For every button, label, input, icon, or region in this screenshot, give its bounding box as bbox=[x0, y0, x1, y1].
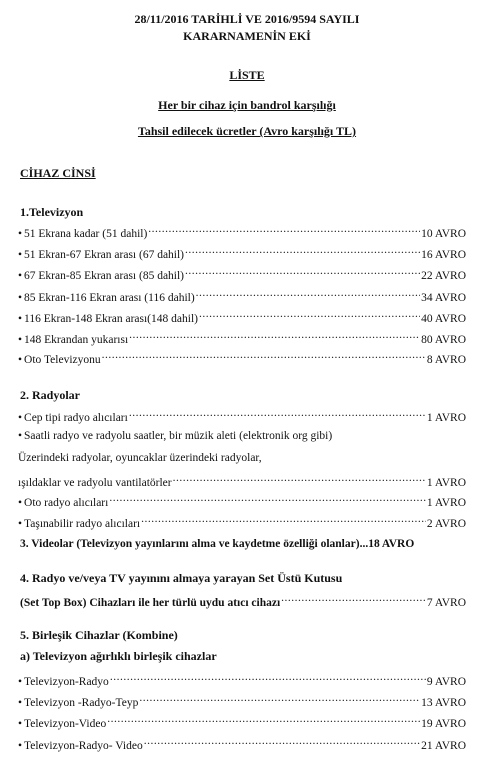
decree-title-line2: KARARNAMENİN EKİ bbox=[183, 29, 311, 43]
item-value: 19 AVRO bbox=[421, 718, 466, 730]
item-value: 1 AVRO bbox=[426, 497, 466, 509]
list-item: • 116 Ekran-148 Ekran arası(148 dahil) ..... 40 AVRO bbox=[18, 307, 466, 322]
item-value: 13 AVRO bbox=[421, 697, 466, 709]
item-label: 85 Ekran-116 Ekran arası (116 dahil) bbox=[24, 292, 195, 304]
item-value: 1 AVRO bbox=[426, 412, 466, 424]
list-item: • Televizyon-Video ..... 19 AVRO bbox=[18, 712, 466, 727]
section-settop-title: 4. Radyo ve/veya TV yayınını almaya yarayan Set Üstü Kutusu bbox=[20, 571, 343, 585]
item-value: 8 AVRO bbox=[426, 354, 466, 366]
list-item: • Oto radyo alıcıları ..... 1 AVRO bbox=[18, 491, 466, 506]
subtitle-line1: Her bir cihaz için bandrol karşılığı bbox=[158, 98, 336, 112]
item-label: Televizyon-Radyo- Video bbox=[24, 740, 143, 752]
item-label: 3. Videolar (Televizyon yayınlarını alma ve kaydetme özelliği olanlar) bbox=[20, 538, 360, 550]
item-label: Cep tipi radyo alıcıları bbox=[24, 412, 128, 424]
item-value: 7 AVRO bbox=[426, 597, 466, 609]
item-value: ...18 AVRO bbox=[359, 538, 415, 550]
device-type-heading: CİHAZ CİNSİ bbox=[20, 166, 96, 180]
list-item bbox=[18, 471, 466, 489]
item-value: 1 AVRO bbox=[426, 477, 466, 489]
item-label: 51 Ekrana kadar (51 dahil) bbox=[24, 228, 148, 240]
item-label: Televizyon -Radyo-Teyp bbox=[24, 697, 139, 709]
list-item bbox=[20, 591, 466, 609]
item-label: Oto radyo alıcıları bbox=[24, 497, 109, 509]
section-video bbox=[20, 537, 466, 552]
decree-title-line1: 28/11/2016 TARİHLİ VE 2016/9594 SAYILI bbox=[134, 12, 360, 26]
item-label: Oto Televizyonu bbox=[24, 354, 101, 366]
item-value: 10 AVRO bbox=[421, 228, 466, 240]
section-radio-title: 2. Radyolar bbox=[20, 388, 80, 402]
item-label: Televizyon-Video bbox=[24, 718, 107, 730]
list-item: • Taşınabilir radyo alıcıları ..... 2 AVRO bbox=[18, 512, 466, 527]
item-label: ışıldaklar ve radyolu vantilatörler bbox=[18, 477, 172, 489]
item-value: 16 AVRO bbox=[421, 249, 466, 261]
list-item: • Cep tipi radyo alıcıları ..... 1 AVRO bbox=[18, 406, 466, 421]
item-value: 9 AVRO bbox=[426, 676, 466, 688]
item-label: 67 Ekran-85 Ekran arası (85 dahil) bbox=[24, 270, 185, 282]
list-item: • Oto Televizyonu ..... 8 AVRO bbox=[18, 348, 466, 363]
item-label: 51 Ekran-67 Ekran arası (67 dahil) bbox=[24, 249, 185, 261]
list-item-text: • Saatli radyo ve radyolu saatler, bir müzik aleti (elektronik org gibi) bbox=[18, 430, 333, 442]
item-value: 40 AVRO bbox=[421, 313, 466, 325]
item-value: 22 AVRO bbox=[421, 270, 466, 282]
list-item: • Televizyon -Radyo-Teyp ..... 13 AVRO bbox=[18, 691, 466, 706]
section-tv-title: 1.Televizyon bbox=[20, 205, 84, 219]
list-heading: LİSTE bbox=[229, 68, 265, 82]
list-item: • 148 Ekrandan yukarısı ..... 80 AVRO bbox=[18, 328, 466, 343]
list-item: • Televizyon-Radyo- Video ..... 21 AVRO bbox=[18, 734, 466, 749]
item-value: 2 AVRO bbox=[426, 518, 466, 530]
section-combo-subtitle: a) Televizyon ağırlıklı birleşik cihazlar bbox=[20, 649, 217, 663]
item-label: 116 Ekran-148 Ekran arası(148 dahil) bbox=[24, 313, 198, 325]
item-value: 34 AVRO bbox=[421, 292, 466, 304]
list-item-text-continued: Üzerindeki radyolar, oyuncaklar üzerindeki radyolar, bbox=[18, 452, 262, 464]
list-item: • 51 Ekran-67 Ekran arası (67 dahil) ..... 16 AVRO bbox=[18, 243, 466, 258]
subtitle-line2: Tahsil edilecek ücretler (Avro karşılığı TL) bbox=[137, 124, 357, 138]
list-item: • Televizyon-Radyo ..... 9 AVRO bbox=[18, 670, 466, 685]
item-label: (Set Top Box) Cihazları ile her türlü uydu atıcı cihazı bbox=[20, 597, 281, 609]
section-combo-title: 5. Birleşik Cihazlar (Kombine) bbox=[20, 628, 178, 642]
list-item: • 67 Ekran-85 Ekran arası (85 dahil) ..... 22 AVRO bbox=[18, 264, 466, 279]
list-item: • 51 Ekrana kadar (51 dahil) ..... 10 AVRO bbox=[18, 222, 466, 237]
list-item: • 85 Ekran-116 Ekran arası (116 dahil) ..... 34 AVRO bbox=[18, 286, 466, 301]
item-label: Taşınabilir radyo alıcıları bbox=[24, 518, 141, 530]
item-label: Televizyon-Radyo bbox=[24, 676, 109, 688]
item-label: 148 Ekrandan yukarısı bbox=[24, 334, 129, 346]
item-value: 21 AVRO bbox=[421, 740, 466, 752]
item-value: 80 AVRO bbox=[421, 334, 466, 346]
